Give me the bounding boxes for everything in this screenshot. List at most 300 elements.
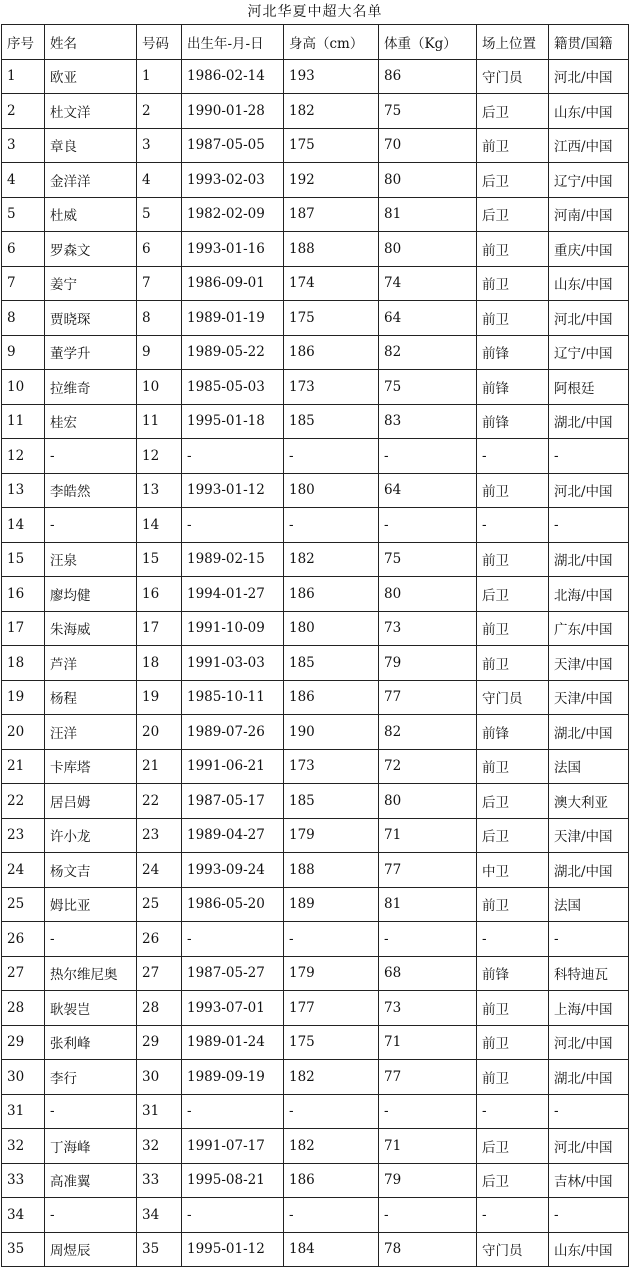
cell-name: - [45,508,137,543]
cell-index: 11 [2,404,45,439]
cell-name: 卡库塔 [45,749,137,784]
cell-nationality: 山东/中国 [549,1232,629,1267]
cell-height: 185 [284,646,379,681]
cell-number: 32 [137,1129,182,1164]
cell-weight: - [379,508,477,543]
cell-name: 杜文洋 [45,94,137,129]
cell-nationality: 湖北/中国 [549,715,629,750]
cell-position: 前锋 [477,404,549,439]
cell-nationality: 河北/中国 [549,1129,629,1164]
cell-weight: 86 [379,59,477,94]
cell-index: 3 [2,128,45,163]
cell-position: 后卫 [477,197,549,232]
cell-birthdate: 1985-10-11 [182,680,284,715]
cell-position: 前锋 [477,335,549,370]
cell-index: 5 [2,197,45,232]
cell-name: 丁海峰 [45,1129,137,1164]
cell-weight: 71 [379,1025,477,1060]
table-row [2,922,629,957]
cell-nationality: 吉林/中国 [549,1163,629,1198]
cell-nationality: 北海/中国 [549,577,629,612]
cell-nationality: 山东/中国 [549,94,629,129]
cell-weight: 80 [379,232,477,267]
cell-birthdate: 1989-09-19 [182,1060,284,1095]
cell-nationality: - [549,922,629,957]
cell-name: 金洋洋 [45,163,137,198]
cell-index: 2 [2,94,45,129]
cell-index: 1 [2,59,45,94]
cell-position: 前卫 [477,749,549,784]
cell-name: - [45,1198,137,1233]
cell-name: 热尔维尼奥 [45,956,137,991]
cell-birthdate: 1990-01-28 [182,94,284,129]
cell-number: 8 [137,301,182,336]
cell-birthdate: 1994-01-27 [182,577,284,612]
cell-birthdate: - [182,508,284,543]
cell-height: 175 [284,301,379,336]
cell-nationality: 法国 [549,887,629,922]
cell-height: 182 [284,94,379,129]
cell-height: 186 [284,680,379,715]
cell-number: 28 [137,991,182,1026]
cell-name: 章良 [45,128,137,163]
cell-height: 188 [284,232,379,267]
cell-weight: 80 [379,577,477,612]
cell-nationality: 法国 [549,749,629,784]
cell-number: 5 [137,197,182,232]
cell-number: 12 [137,439,182,474]
cell-name: 罗森文 [45,232,137,267]
table-row [2,1198,629,1233]
table-row [2,163,629,198]
cell-nationality: 重庆/中国 [549,232,629,267]
cell-height: 189 [284,887,379,922]
cell-nationality: 湖北/中国 [549,853,629,888]
cell-weight: 79 [379,646,477,681]
cell-birthdate: 1989-05-22 [182,335,284,370]
cell-birthdate: 1989-01-19 [182,301,284,336]
table-row [2,991,629,1026]
cell-name: 居吕姆 [45,784,137,819]
cell-name: 芦洋 [45,646,137,681]
cell-name: 许小龙 [45,818,137,853]
table-row [2,1129,629,1164]
table-row [2,370,629,405]
cell-birthdate: 1993-02-03 [182,163,284,198]
cell-name: 杨文吉 [45,853,137,888]
cell-nationality: - [549,1094,629,1129]
cell-position: 后卫 [477,1129,549,1164]
cell-weight: 77 [379,680,477,715]
cell-weight: 77 [379,1060,477,1095]
cell-number: 22 [137,784,182,819]
cell-position: 后卫 [477,1163,549,1198]
header-name: 姓名 [45,25,137,60]
cell-nationality: 上海/中国 [549,991,629,1026]
cell-height: 182 [284,542,379,577]
table-row [2,956,629,991]
cell-nationality: 湖北/中国 [549,542,629,577]
cell-weight: 78 [379,1232,477,1267]
cell-nationality: 澳大利亚 [549,784,629,819]
cell-nationality: 湖北/中国 [549,404,629,439]
cell-number: 31 [137,1094,182,1129]
cell-index: 31 [2,1094,45,1129]
table-row [2,818,629,853]
cell-number: 11 [137,404,182,439]
cell-height: - [284,1094,379,1129]
cell-number: 2 [137,94,182,129]
cell-position: 前卫 [477,542,549,577]
cell-birthdate: 1986-02-14 [182,59,284,94]
cell-position: 前卫 [477,128,549,163]
cell-height: 185 [284,784,379,819]
cell-position: 前卫 [477,301,549,336]
cell-number: 3 [137,128,182,163]
cell-weight: 81 [379,887,477,922]
cell-position: 守门员 [477,680,549,715]
table-row [2,301,629,336]
cell-position: 前卫 [477,611,549,646]
cell-position: 守门员 [477,59,549,94]
cell-height: 173 [284,749,379,784]
cell-weight: - [379,1094,477,1129]
table-row [2,784,629,819]
cell-position: - [477,508,549,543]
cell-index: 19 [2,680,45,715]
cell-birthdate: 1987-05-17 [182,784,284,819]
cell-position: 守门员 [477,1232,549,1267]
cell-height: - [284,439,379,474]
cell-weight: 77 [379,853,477,888]
cell-position: 前卫 [477,1025,549,1060]
cell-birthdate: 1989-02-15 [182,542,284,577]
cell-weight: 80 [379,784,477,819]
table-row [2,611,629,646]
cell-position: 前锋 [477,956,549,991]
table-row [2,508,629,543]
cell-height: 180 [284,473,379,508]
cell-weight: 71 [379,1129,477,1164]
cell-name: 李皓然 [45,473,137,508]
cell-number: 34 [137,1198,182,1233]
cell-nationality: 天津/中国 [549,680,629,715]
table-row [2,542,629,577]
cell-name: - [45,1094,137,1129]
table-row [2,680,629,715]
cell-nationality: 广东/中国 [549,611,629,646]
cell-weight: 74 [379,266,477,301]
cell-index: 14 [2,508,45,543]
cell-index: 7 [2,266,45,301]
cell-number: 24 [137,853,182,888]
cell-nationality: 科特迪瓦 [549,956,629,991]
cell-birthdate: 1993-01-12 [182,473,284,508]
table-row [2,577,629,612]
table-row [2,749,629,784]
cell-nationality: 辽宁/中国 [549,335,629,370]
cell-weight: 79 [379,1163,477,1198]
cell-number: 35 [137,1232,182,1267]
cell-name: 拉维奇 [45,370,137,405]
cell-name: 高准翼 [45,1163,137,1198]
cell-nationality: 河北/中国 [549,1025,629,1060]
cell-birthdate: 1991-10-09 [182,611,284,646]
table-row [2,1163,629,1198]
header-number: 号码 [137,25,182,60]
table-row [2,197,629,232]
cell-index: 28 [2,991,45,1026]
cell-height: 185 [284,404,379,439]
cell-number: 13 [137,473,182,508]
cell-position: 后卫 [477,818,549,853]
table-row [2,128,629,163]
cell-birthdate: - [182,922,284,957]
cell-birthdate: 1991-03-03 [182,646,284,681]
cell-index: 26 [2,922,45,957]
cell-birthdate: - [182,439,284,474]
cell-index: 20 [2,715,45,750]
cell-number: 9 [137,335,182,370]
cell-position: 后卫 [477,163,549,198]
cell-name: - [45,922,137,957]
cell-name: 姜宁 [45,266,137,301]
cell-index: 16 [2,577,45,612]
table-row [2,1232,629,1267]
cell-height: 174 [284,266,379,301]
cell-height: 193 [284,59,379,94]
cell-birthdate: 1986-09-01 [182,266,284,301]
cell-position: 前卫 [477,1060,549,1095]
cell-nationality: 河南/中国 [549,197,629,232]
cell-position: 前卫 [477,991,549,1026]
cell-weight: - [379,922,477,957]
cell-weight: 75 [379,542,477,577]
cell-height: 186 [284,1163,379,1198]
table-row [2,646,629,681]
cell-position: 前卫 [477,232,549,267]
cell-name: 杜威 [45,197,137,232]
cell-name: - [45,439,137,474]
cell-position: 后卫 [477,577,549,612]
cell-birthdate: - [182,1094,284,1129]
cell-position: 后卫 [477,784,549,819]
cell-index: 35 [2,1232,45,1267]
cell-index: 6 [2,232,45,267]
cell-weight: 68 [379,956,477,991]
cell-height: 179 [284,818,379,853]
table-row [2,335,629,370]
cell-name: 廖均健 [45,577,137,612]
cell-birthdate: 1993-09-24 [182,853,284,888]
cell-position: 后卫 [477,94,549,129]
cell-birthdate: 1987-05-05 [182,128,284,163]
cell-index: 25 [2,887,45,922]
cell-birthdate: 1995-08-21 [182,1163,284,1198]
cell-name: 朱海威 [45,611,137,646]
table-row [2,887,629,922]
cell-number: 17 [137,611,182,646]
cell-index: 13 [2,473,45,508]
cell-number: 25 [137,887,182,922]
cell-position: 前卫 [477,473,549,508]
cell-birthdate: 1993-07-01 [182,991,284,1026]
cell-birthdate: 1995-01-12 [182,1232,284,1267]
cell-name: 李行 [45,1060,137,1095]
header-weight: 体重（Kg） [379,25,477,60]
cell-birthdate: - [182,1198,284,1233]
cell-position: - [477,439,549,474]
cell-weight: 70 [379,128,477,163]
cell-position: 前锋 [477,370,549,405]
cell-height: 180 [284,611,379,646]
cell-name: 桂宏 [45,404,137,439]
cell-nationality: 河北/中国 [549,473,629,508]
roster-body [2,59,629,1267]
header-height: 身高（cm） [284,25,379,60]
cell-height: 177 [284,991,379,1026]
cell-index: 17 [2,611,45,646]
cell-position: 前卫 [477,266,549,301]
cell-name: 欧亚 [45,59,137,94]
cell-height: 187 [284,197,379,232]
cell-number: 20 [137,715,182,750]
cell-name: 周煜辰 [45,1232,137,1267]
cell-position: - [477,922,549,957]
cell-height: 190 [284,715,379,750]
cell-index: 24 [2,853,45,888]
cell-index: 9 [2,335,45,370]
cell-weight: 80 [379,163,477,198]
cell-index: 34 [2,1198,45,1233]
cell-nationality: 湖北/中国 [549,1060,629,1095]
cell-index: 15 [2,542,45,577]
cell-nationality: 天津/中国 [549,646,629,681]
cell-nationality: 天津/中国 [549,818,629,853]
cell-height: 184 [284,1232,379,1267]
cell-index: 10 [2,370,45,405]
header-index: 序号 [2,25,45,60]
cell-height: - [284,508,379,543]
cell-name: 汪泉 [45,542,137,577]
cell-index: 22 [2,784,45,819]
cell-nationality: 河北/中国 [549,301,629,336]
header-nationality: 籍贯/国籍 [549,25,629,60]
roster-table [1,24,629,1267]
table-row [2,473,629,508]
cell-position: - [477,1094,549,1129]
cell-weight: 73 [379,611,477,646]
cell-number: 1 [137,59,182,94]
cell-number: 7 [137,266,182,301]
cell-name: 姆比亚 [45,887,137,922]
cell-birthdate: 1993-01-16 [182,232,284,267]
cell-name: 杨程 [45,680,137,715]
cell-index: 21 [2,749,45,784]
table-row [2,232,629,267]
cell-weight: 82 [379,335,477,370]
cell-number: 27 [137,956,182,991]
cell-index: 8 [2,301,45,336]
cell-height: - [284,922,379,957]
cell-name: 汪洋 [45,715,137,750]
table-row [2,1094,629,1129]
cell-weight: - [379,1198,477,1233]
cell-height: 175 [284,128,379,163]
cell-nationality: 阿根廷 [549,370,629,405]
cell-name: 董学升 [45,335,137,370]
cell-weight: 73 [379,991,477,1026]
cell-name: 张利峰 [45,1025,137,1060]
cell-position: 前锋 [477,715,549,750]
cell-number: 26 [137,922,182,957]
cell-birthdate: 1982-02-09 [182,197,284,232]
cell-weight: 75 [379,94,477,129]
cell-nationality: 辽宁/中国 [549,163,629,198]
cell-birthdate: 1989-01-24 [182,1025,284,1060]
cell-nationality: - [549,439,629,474]
cell-nationality: 江西/中国 [549,128,629,163]
cell-weight: 82 [379,715,477,750]
cell-weight: 72 [379,749,477,784]
table-row [2,404,629,439]
cell-weight: 81 [379,197,477,232]
cell-number: 21 [137,749,182,784]
cell-index: 27 [2,956,45,991]
cell-height: 173 [284,370,379,405]
cell-position: 前卫 [477,646,549,681]
cell-height: 192 [284,163,379,198]
cell-number: 10 [137,370,182,405]
cell-number: 19 [137,680,182,715]
cell-nationality: - [549,1198,629,1233]
cell-index: 32 [2,1129,45,1164]
table-row [2,59,629,94]
cell-weight: 83 [379,404,477,439]
cell-height: 186 [284,577,379,612]
cell-birthdate: 1995-01-18 [182,404,284,439]
cell-weight: 64 [379,301,477,336]
cell-number: 18 [137,646,182,681]
cell-position: - [477,1198,549,1233]
cell-number: 4 [137,163,182,198]
cell-number: 33 [137,1163,182,1198]
cell-index: 23 [2,818,45,853]
cell-height: 186 [284,335,379,370]
cell-number: 30 [137,1060,182,1095]
header-birthdate: 出生年-月-日 [182,25,284,60]
cell-birthdate: 1991-06-21 [182,749,284,784]
cell-birthdate: 1989-04-27 [182,818,284,853]
cell-weight: 71 [379,818,477,853]
cell-height: 179 [284,956,379,991]
cell-height: 188 [284,853,379,888]
cell-nationality: 山东/中国 [549,266,629,301]
header-position: 场上位置 [477,25,549,60]
cell-number: 29 [137,1025,182,1060]
cell-birthdate: 1987-05-27 [182,956,284,991]
cell-nationality: 河北/中国 [549,59,629,94]
cell-name: 耿袈岂 [45,991,137,1026]
cell-number: 6 [137,232,182,267]
cell-number: 15 [137,542,182,577]
table-row [2,94,629,129]
table-row [2,1060,629,1095]
table-row [2,266,629,301]
cell-number: 16 [137,577,182,612]
cell-weight: - [379,439,477,474]
cell-position: 中卫 [477,853,549,888]
